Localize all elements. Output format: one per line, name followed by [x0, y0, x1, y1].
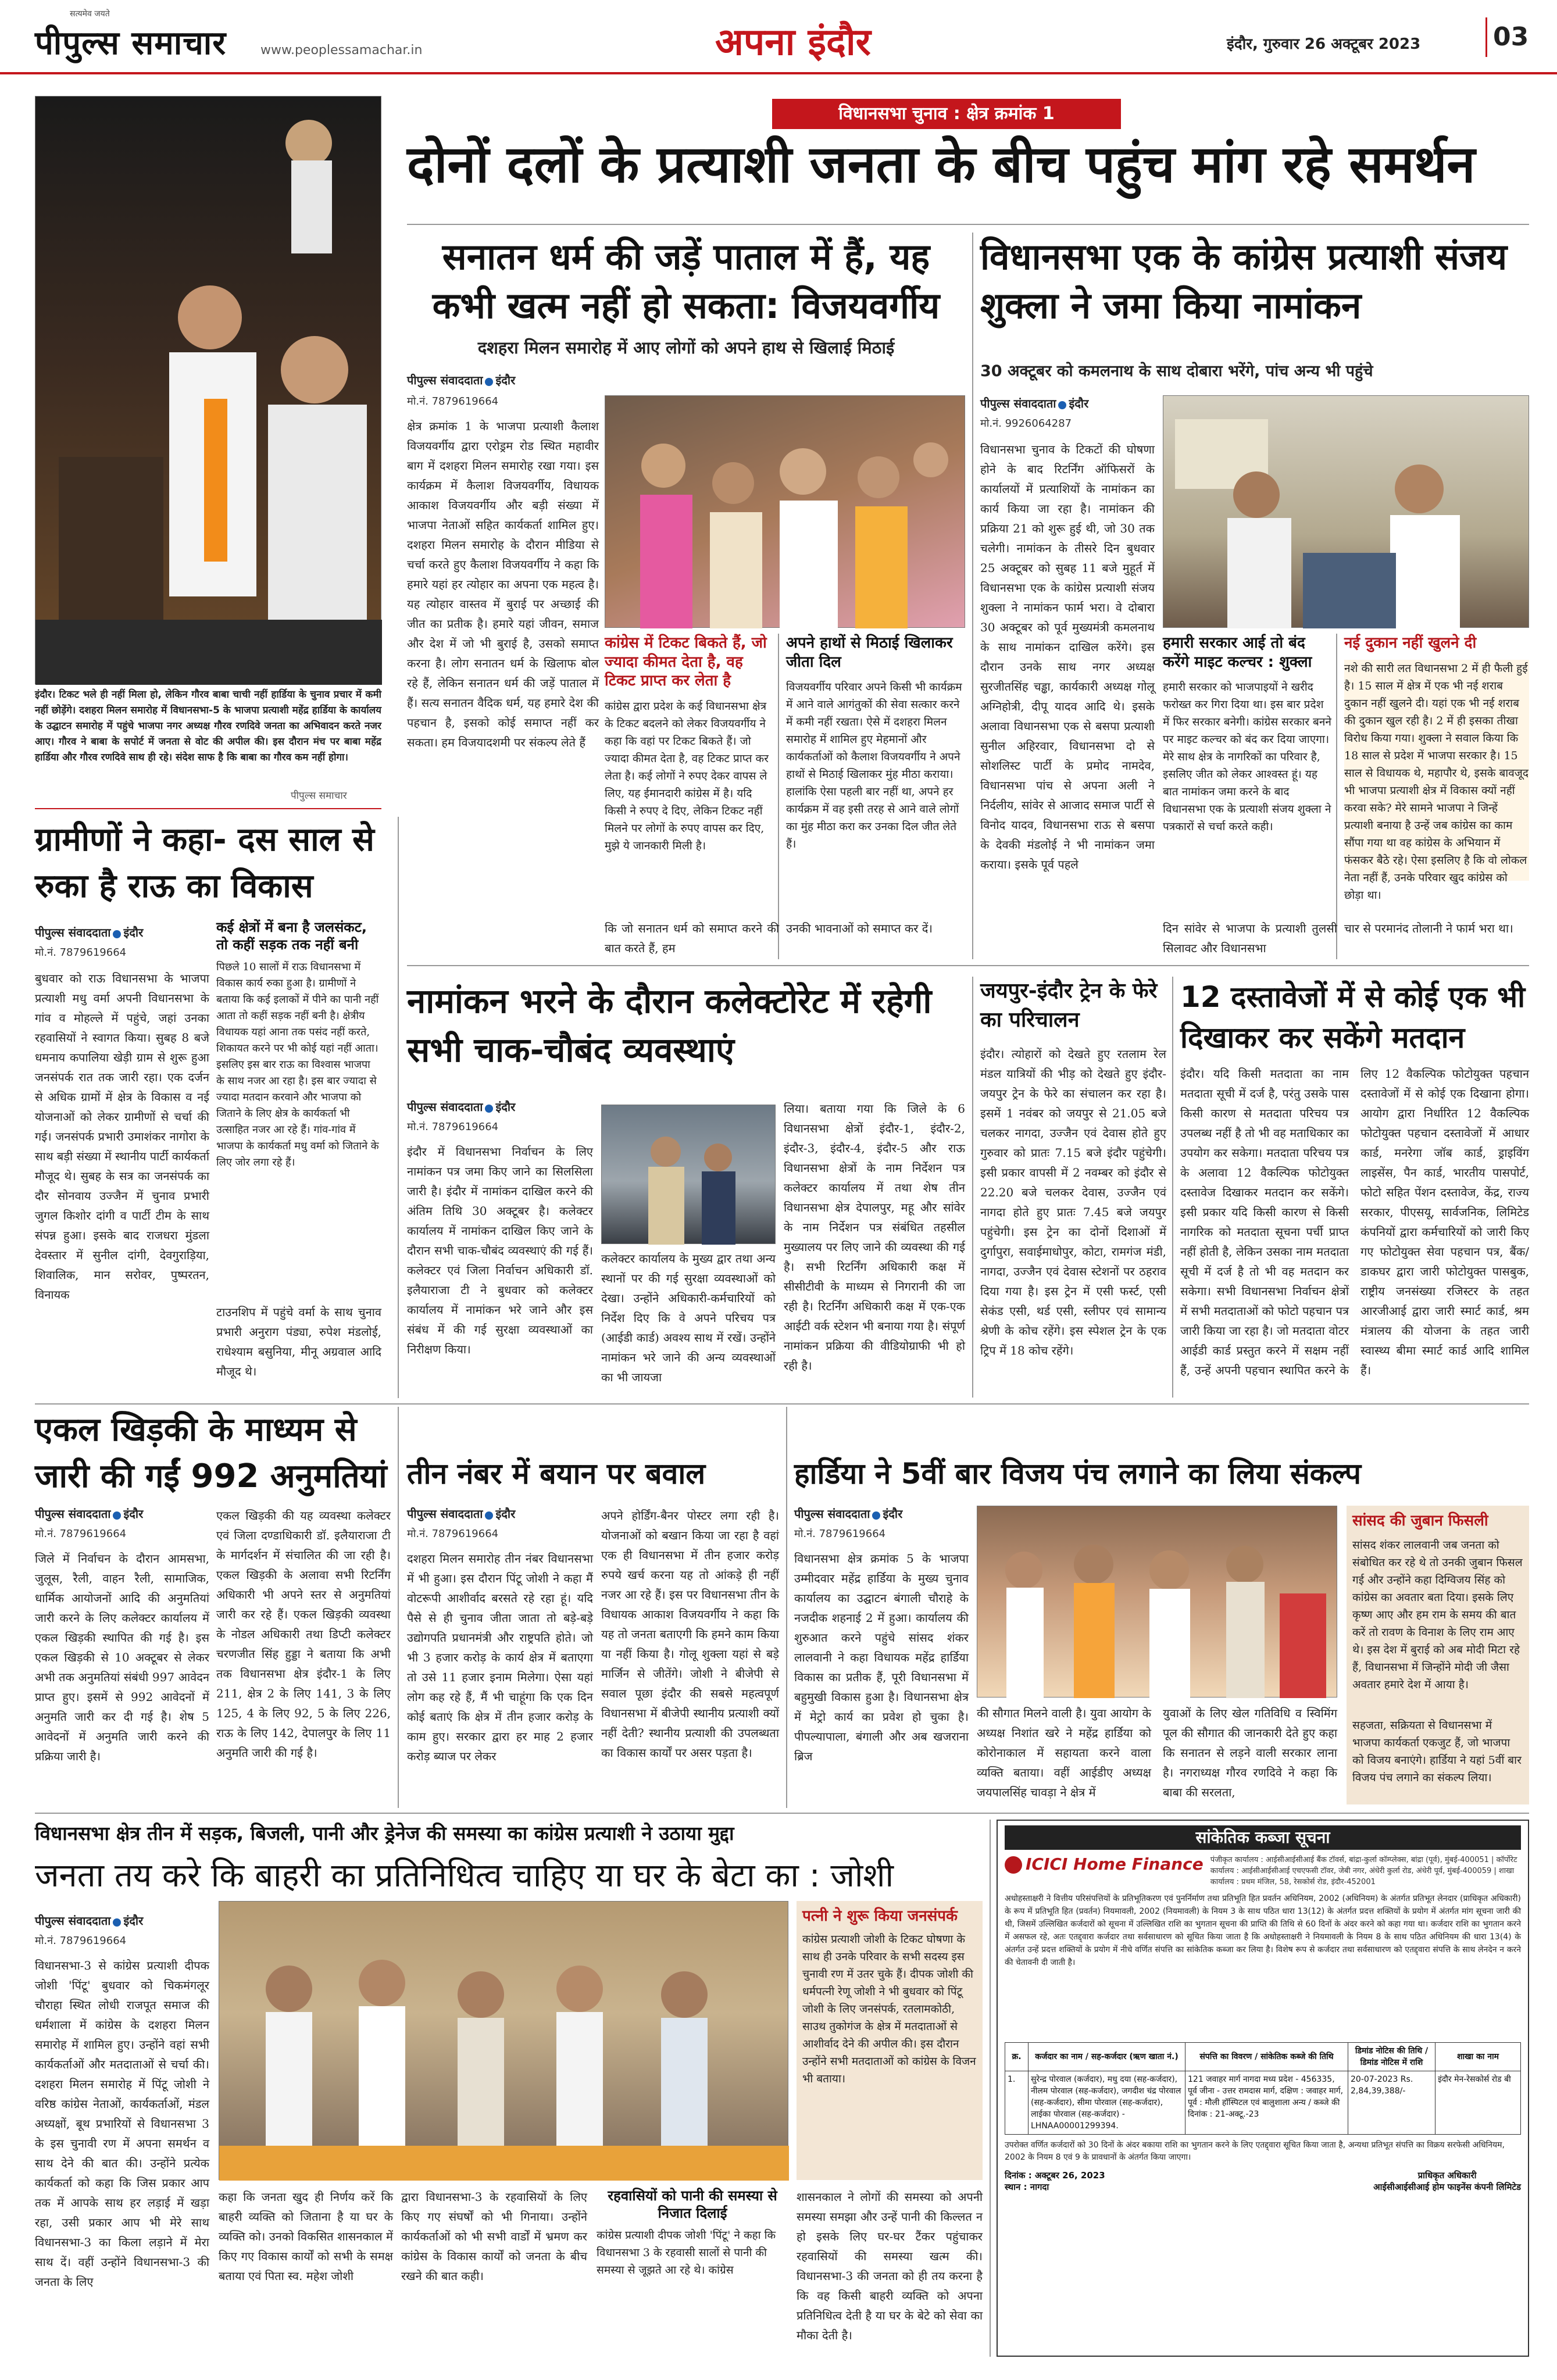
story1-photo — [605, 395, 965, 628]
box-text: हमारी सरकार को भाजपाइयों ने खरीद फरोख्त कर गिरा दिया था। इस बार प्रदेश में फिर सरकार बनेगी। कांग्रेस सरकार बनने पर माइट कल्चर को बंद कर दिया जाएगा। मेरे साथ क्षेत्र के नागरिकों का परिवार है, इसलिए जीत को लेकर आश्वस्त हूं। यह बात नामांकन जमा करने के बाद विधानसभा एक के प्रत्याशी संजय शुक्ला ने पत्रकारों से चर्चा करते कही। — [1163, 681, 1331, 833]
story10-box3: शासनकाल ने लोगों की समस्या को अपनी समस्या समझा और उन्हें पानी की किल्लत न हो इसके लिए घर-घर टैंकर पहुंचाकर रहवासियों की समस्या खत्म की। विधानसभा-3 की जनता को ही तय करना है कि वह किसी बाहरी व्यक्ति को अपना प्रतिनिधित्व देती है या घर के बेटे को सेवा का मौका देती है। — [797, 2190, 983, 2342]
story10-caption: कहा कि जनता खुद ही निर्णय करें कि बाहरी व्यक्ति को जिताना है या घर के व्यक्ति को। उनको विकसित शासनकाल में किए गए विकास कार्यों को सभी के समक्ष बताया एवं पिता स्व. महेश जोशी — [219, 2190, 393, 2283]
byline-place: इंदौर — [495, 373, 516, 387]
story2-byline — [980, 395, 1155, 411]
story10-photo — [219, 1901, 788, 2180]
election-tag: विधानसभा चुनाव : क्षेत्र क्रमांक 1 — [772, 99, 1121, 129]
table-header: डिमांड नोटिस की तिथि / डिमांड नोटिस में राशि — [1348, 2043, 1435, 2071]
paper-name: पीपुल्स समाचार — [35, 24, 227, 62]
box-text: कांग्रेस प्रत्याशी जोशी के टिकट घोषणा के साथ ही उनके परिवार के सभी सदस्य इस चुनावी रण में उतर चुके हैं। दीपक जोशी की धर्मपत्नी रेणू जोशी ने भी बुधवार को पिंटू जोशी के लिए जनसंपर्क, रतलामकोठी, साउथ तुकोगंज के क्षेत्र में मतदाताओं से आशीर्वाद देने की अपील की। इस दौरान उन्होंने सभी मतदाताओं को कांग्रेस के विजन भी बताया। — [802, 1932, 976, 2085]
box-text: कांग्रेस प्रत्याशी दीपक जोशी 'पिंटू' ने कहा कि विधानसभा 3 के रहवासी सालों से पानी की समस्या से जूझते आ रहे थे। कांग्रेस — [597, 2229, 776, 2277]
story10-box2 — [597, 2187, 788, 2357]
issue-date: इंदौर, गुरुवार 26 अक्टूबर 2023 — [1227, 35, 1421, 53]
notice-dateplace — [1005, 2170, 1105, 2193]
box-title: हमारी सरकार आई तो बंद करेंगे माइट कल्चर : शुक्ला — [1163, 634, 1312, 671]
paper-url[interactable]: www.peoplessamachar.in — [260, 43, 423, 58]
table-cell: 20-07-2023 Rs. 2,84,39,388/- — [1348, 2071, 1435, 2135]
byline-text: पीपुल्स संवाददाता — [35, 925, 111, 939]
table-cell: सुरेन्द्र पोरवाल (कर्जदार), मधु दया (सह-कर्जदार), नीलम पोरवाल (सह-कर्जदार), जगदीश चंद्र पोरवाल (सह-कर्जदार), सीमा पोरवाल (सह-कर्जदार), लाईका पोरवाल (सह-कर्जदार) - LHNAA00001299394. — [1029, 2071, 1185, 2135]
story3-body: बुधवार को राऊ विधानसभा के भाजपा प्रत्याशी मधु वर्मा अपनी विधानसभा के गांव व मोहल्ले में पहुंचे, जहां उनका रहवासियों ने स्वागत किया। सुबह 8 बजे धमनाय कपालिया खेड़ी ग्राम से शुरू हुआ जनसंपर्क रात तक जारी रहा। एक दर्जन से अधिक ग्रामों में क्षेत्र के विकास व नई योजनाओं को लेकर ग्रामीणों से चर्चा की गई। जनसंपर्क प्रभारी उमाशंकर नागोरा के साथ बड़ी संख्या में स्थानीय पार्टी कार्यकर्ता मौजूद थे। सुबह के सत्र का जनसंपर्क का दौर सोनवाय उज्जैन में चुनाव प्रभारी जुगल किशोर दांगी व पार्टी टीम के साथ संपन्न हुआ। इसके बाद राजधरा मुंडला देवस्तार में सुनील दांगी, देवगुराड़िया, शिवालिक, मान सरोवर, पुष्परतन, विनायक — [35, 971, 209, 1302]
office-illustration — [1163, 396, 1530, 628]
story10-byline — [35, 1913, 221, 1928]
story2-tail2: चार से परमानंद तोलानी ने फार्म भरा था। — [1344, 921, 1513, 935]
bullet-icon — [113, 1918, 121, 1927]
main-headline: दोनों दलों के प्रत्याशी जनता के बीच पहुंच मांग रहे समर्थन — [407, 134, 1476, 194]
story5-body: इंदौर। त्योहारों को देखते हुए रतलाम रेल मंडल यात्रियों की भीड़ को देखते हुए इंदौर-जयपुर ट्रेन के फेरे का संचालन कर रहा है। इसमें 1 नवंबर को जयपुर से 21.05 बजे चलकर नागदा, उज्जैन एवं देवास होते हुए गुरुवार को प्रातः 7.15 बजे इंदौर पहुंचेगी। इसी प्रकार वापसी में 2 नवम्बर को इंदौर से 22.20 बजे चलकर देवास, उज्जैन एवं नागदा होते हुए प्रातः 7.45 बजे जयपुर पहुंचेगी। इस ट्रेन का दोनों दिशाओं में दुर्गापुरा, सवाईमाधोपुर, कोटा, रामगंज मंडी, नागदा, उज्जैन एवं देवास स्टेशनों पर ठहराव दिया गया है। इस ट्रेन में एसी फर्स्ट, एसी सेकंड एसी, थर्ड एसी, स्लीपर एवं सामान्य श्रेणी के कोच रहेंगे। इस स्पेशल ट्रेन के एक ट्रिप में 18 कोच रहेंगे। — [980, 1047, 1166, 1357]
notice-header — [1005, 1854, 1521, 1888]
notice-footer: उपरोक्त वर्णित कर्जदारों को 30 दिनों के अंदर बकाया राशि का भुगतान करने के लिए एतद्द्वारा सूचित किया जाता है, अन्यथा प्रतिभूत संपत्ति का विक्रय सरफेसी अधिनियम, 2002 के नियम 8 एवं 9 के प्रावधानों के अंतर्गत किया जाएगा। — [1005, 2140, 1505, 2162]
bullet-icon — [113, 930, 121, 938]
story1-headline: सनातन धर्म की जड़ें पाताल में हैं, यह कभी खत्म नहीं हो सकता: विजयवर्गीय — [432, 235, 940, 327]
story10-caption2: द्वारा विधानसभा-3 के रहवासियों के लिए किए गए संघर्षों को भी गिनाया। उन्होंने कार्यकर्ताओं को भी सभी वार्डों में भ्रमण कर कांग्रेस के विकास कार्यों को जनता के बीच रखने की बात कही। — [401, 2190, 587, 2283]
story1-tail1: कि जो सनातन धर्म को समाप्त करने की बात करते हैं, हम — [605, 921, 779, 955]
story1-byline — [407, 372, 599, 388]
byline-place: इंदौर — [123, 925, 144, 939]
story4-headline: नामांकन भरने के दौरान कलेक्टोरेट में रहेगी सभी चाक-चौबंद व्यवस्थाएं — [407, 981, 932, 1070]
box-title: नई दुकान नहीं खुलने दी — [1344, 634, 1477, 652]
photo-credit: पीपुल्स समाचार — [291, 790, 347, 802]
bullet-icon — [872, 1511, 880, 1520]
bullet-icon — [485, 1105, 493, 1113]
story9-box — [1347, 1506, 1529, 1804]
story2-subhead: 30 अक्टूबर को कमलनाथ के साथ दोबारा भरेंगे, पांच अन्य भी पहुंचे — [980, 362, 1373, 380]
story2-box2 — [1344, 634, 1529, 959]
story4-body: इंदौर में विधानसभा निर्वाचन के लिए नामांकन पत्र जमा किए जाने का सिलसिला जारी है। इंदौर में नामांकन दाखिल करने की अंतिम तिथि 30 अक्टूबर है। कलेक्टर कार्यालय में नामांकन दाखिल किए जाने के दौरान सभी चाक-चौबंद व्यवस्थाएं की गई हैं। कलेक्टर एवं जिला निर्वाचन अधिकारी डॉ. इलैयाराजा टी ने बुधवार को कलेक्टर कार्यालय में नामांकन भरे जाने और इस संबंध में की गई सुरक्षा व्यवस्थाओं का निरीक्षण किया। — [407, 1145, 593, 1356]
story10-mobile: मो.नं. 7879619664 — [35, 1935, 127, 1947]
story9-body2: की सौगात मिलने वाली है। युवा आयोग के अध्यक्ष निशांत खरे ने महेंद्र हार्डिया को कोरोनाकाल में सहायता करने वाला व्यक्ति बताया। वहीं आईडीए अध्यक्ष जयपालसिंह चावड़ा ने क्षेत्र में — [977, 1706, 1151, 1799]
story7-body2: एकल खिड़की की यह व्यवस्था कलेक्टर एवं जिला दण्डाधिकारी डॉ. इलैयाराजा टी के मार्गदर्शन में संचालित की जा रही है। एकल खिड़की के अलावा सभी रिटर्निंग अधिकारी भी अपने स्तर से अनुमतियां जारी कर रहे हैं। एकल खिड़की व्यवस्था के नोडल अधिकारी तथा डिप्टी कलेक्टर चरणजीत सिंह हुड्डा ने बताया कि अभी तक विधानसभा क्षेत्र इंदौर-1 के लिए 211, क्षेत्र 2 के लिए 141, 3 के लिए 125, 4 के लिए 92, 5 के लिए 226, राऊ के लिए 142, देपालपुर के लिए 11 अनुमति जारी की गई है। — [216, 1509, 391, 1760]
notice-table — [1005, 2042, 1521, 2135]
story2-box1 — [1163, 634, 1337, 959]
story3-box — [216, 919, 381, 1291]
table-header: शाखा का नाम — [1435, 2043, 1521, 2071]
meeting-illustration — [219, 1902, 789, 2181]
byline-text: पीपुल्स संवाददाता — [794, 1507, 870, 1521]
byline-place: इंदौर — [1069, 396, 1089, 410]
story8-byline — [407, 1506, 581, 1521]
notice-title: सांकेतिक कब्जा सूचना — [1005, 1825, 1521, 1850]
icici-logo — [1005, 1854, 1210, 1874]
story3-byline — [35, 924, 227, 940]
story10-box1 — [797, 1901, 983, 2180]
lead-photo — [35, 96, 381, 684]
story6-body: इंदौर। यदि किसी मतदाता का नाम मतदाता सूची में दर्ज है, परंतु उसके पास किसी कारण से मतदाता परिचय पत्र उपलब्ध नहीं है तो भी वह मताधिकार का उपयोग कर सकेगा। मतदाता परिचय पत्र के अलावा 12 वैकल्पिक फोटोयुक्त दस्तावेज दिखाकर मतदान कर सकेंगे। इसी प्रकार यदि किसी कारण से किसी नागरिक को मतदाता सूचना पर्ची प्राप्त नहीं होती है, लेकिन उसका नाम मतदाता सूची में दर्ज है तो भी वह मतदान कर सकेगा। सभी विधानसभा निर्वाचन क्षेत्रों में सभी मतदाताओं को फोटो पहचान पत्र जारी किया जा रहा है। जो मतदाता वोटर आईडी कार्ड प्रस्तुत करने में सक्षम नहीं हैं, उन्हें अपनी पहचान स्थापित करने के लिए 12 वैकल्पिक फोटोयुक्त पहचान दस्तावेजों में से कोई एक दिखाना होगा। आयोग द्वारा निर्धारित 12 वैकल्पिक फोटोयुक्त पहचान दस्तावेजों में आधार कार्ड, मनरेगा जॉब कार्ड, ड्राइविंग लाइसेंस, पैन कार्ड, भारतीय पासपोर्ट, फोटो सहित पेंशन दस्तावेज, केंद्र, राज्य सरकार, पीएसयू, सार्वजनिक, लिमिटेड कंपनियों द्वारा कर्मचारियों को जारी किए गए फोटोयुक्त सेवा पहचान पत्र, बैंक/डाकघर द्वारा जारी फोटोयुक्त पासबुक, राष्ट्रीय जनसंख्या रजिस्टर के तहत आरजीआई द्वारा जारी स्मार्ट कार्ड, श्रम मंत्रालय की योजना के तहत जारी स्वास्थ्य बीमा स्मार्ट कार्ड आदि शामिल हैं। — [1180, 1067, 1529, 1377]
inauguration-illustration — [977, 1506, 1338, 1698]
table-cell: इंदौर मेन-रेसकोर्स रोड बी — [1435, 2071, 1521, 2135]
box-title: रहवासियों को पानी की समस्या से निजात दिलाई — [608, 2188, 777, 2221]
story7-byline — [35, 1506, 209, 1521]
story2-headline: विधानसभा एक के कांग्रेस प्रत्याशी संजय शुक्ला ने जमा किया नामांकन — [980, 235, 1508, 327]
bullet-icon — [113, 1511, 121, 1520]
officials-illustration — [602, 1105, 776, 1245]
box-text: पिछले 10 सालों में राऊ विधानसभा में विकास कार्य रुका हुआ है। ग्रामीणों ने बताया कि कई इलाकों में पीने का पानी नहीं आता तो कहीं सड़क नहीं बनी है। क्षेत्रीय विधायक यहां आना तक पसंद नहीं करते, शिकायत करने पर भी कोई यहां नहीं आता। इसलिए इस बार राऊ का विश्वास भाजपा के साथ नजर आ रहा है। इस बार ज्यादा से ज्यादा मतदान करवाने और भाजपा को जिताने के लिए क्षेत्र के कार्यकर्ता भी उत्साहित नजर आ रहे हैं। गांव-गांव में भाजपा के कार्यकर्ता मधु वर्मा को जिताने के लिए जोर लगा रहे हैं। — [216, 961, 379, 1168]
legal-notice — [997, 1820, 1529, 2357]
story4-byline — [407, 1099, 599, 1114]
notice-signoff — [1005, 2170, 1521, 2193]
byline-text: पीपुल्स संवाददाता — [980, 396, 1056, 410]
story1-tail2: उनकी भावनाओं को समाप्त कर दें। — [786, 921, 933, 935]
box-text-2: सहजता, सक्रियता से विधानसभा में भाजपा कार्यकर्ता एकजुट हैं, जो भाजपा को विजय बनाएंगे। हार्डिया ने यहां 5वीं बार विजय पंच लगाने का संकल्प लिया। — [1352, 1718, 1522, 1784]
byline-place: इंदौर — [495, 1100, 516, 1114]
story7-headline: एकल खिड़की के माध्यम से जारी की गईं 992 अनुमतियां — [35, 1411, 387, 1495]
byline-place: इंदौर — [123, 1507, 144, 1521]
byline-text: पीपुल्स संवाददाता — [407, 1507, 483, 1521]
box-title: पत्नी ने शुरू किया जनसंपर्क — [802, 1907, 958, 1925]
story4-photo — [601, 1105, 776, 1244]
masthead — [0, 0, 1557, 74]
box-text: सांसद शंकर लालवानी जब जनता को संबोधित कर रहे थे तो उनकी जुबान फिसल गई और उन्होंने कहा दिग्विजय सिंह को कांग्रेस का अवतार बता दिया। इसके लिए कृष्ण आए और हम राम के समय की बात करें तो रावण के विनाश के लिए राम आए थे। इस देश में बुराई को अब मोदी मिटा रहे हैं, विधानसभा में जिन्होंने मोदी जी जैसा अवतार हमारे देश में आया है। — [1352, 1538, 1523, 1691]
table-header: संपत्ति का विवरण / सांकेतिक कब्जे की तिथि — [1185, 2043, 1348, 2071]
story3-headline: ग्रामीणों ने कहा- दस साल से रुका है राऊ का विकास — [35, 821, 374, 905]
bullet-icon — [485, 1511, 493, 1520]
byline-text: पीपुल्स संवाददाता — [407, 373, 483, 387]
story1-subhead: दशहरा मिलन समारोह में आए लोगों को अपने हाथ से खिलाई मिठाई — [477, 338, 895, 358]
table-header: कर्जदार का नाम / सह-कर्जदार (ऋण खाता नं.) — [1029, 2043, 1185, 2071]
box-title: सांसद की जुबान फिसली — [1352, 1512, 1488, 1530]
story3-tail: टाउनशिप में पहुंचे वर्मा के साथ चुनाव प्रभारी अनुराग पंड्या, रुपेश मंडलोई, राधेश्याम बसुनिया, मीनू अग्रवाल आदि मौजूद थे। — [216, 1305, 381, 1378]
story10-quote: जनता तय करे कि बाहरी का प्रतिनिधित्व चाहिए या घर के बेटा का : जोशी — [35, 1857, 894, 1895]
box-title: अपने हाथों से मिठाई खिलाकर जीता दिल — [786, 634, 953, 671]
byline-text: पीपुल्स संवाददाता — [35, 1914, 111, 1928]
section-title: अपना इंदौर — [715, 21, 871, 64]
story9-body3: युवाओं के लिए खेल गतिविधि व स्विमिंग पूल की सौगात की जानकारी देते हुए कहा कि सनातन से लड़ने वाली सरकार लाना है। नगराध्यक्ष गौरव रणदिवे ने कहा कि बाबा की सरलता, — [1163, 1706, 1337, 1799]
story7-body: जिले में निर्वाचन के दौरान आमसभा, जुलूस, रैली, वाहन रैली, सामाजिक, धार्मिक आयोजनों आदि की अनुमतियां जारी करने के लिए कलेक्टर कार्यालय में एकल खिड़की स्थापित की गई है। इस एकल खिड़की से 10 अक्टूबर से लेकर अभी तक अनुमतियां संबंधी 997 आवेदन प्राप्त हुए। इसमें से 992 आवेदनों में अनुमति जारी कर दी गई है। शेष 5 आवेदनों में अनुमति जारी करने की प्रक्रिया जारी है। — [35, 1552, 209, 1763]
story10-body: विधानसभा-3 से कांग्रेस प्रत्याशी दीपक जोशी 'पिंटू' बुधवार को चिकमंगलूर चौराहा स्थित लोधी राजपूत समाज की धर्मशाला में कांग्रेस के दशहरा मिलन समारोह में शामिल हुए। उन्होंने वहां सभी कार्यकर्ताओं और मतदाताओं से चर्चा की। दशहरा मिलन समारोह में पिंटू जोशी ने वरिष्ठ कांग्रेस नेताओं, कार्यकर्ताओं, मंडल अध्यक्षों, बूथ प्रभारियों से विधानसभा 3 के इस चुनावी रण में अपना समर्थन व साथ देने की बात की। उन्होंने प्रत्येक कार्यकर्ता को कहा कि जिस प्रकार आप तक में आपके साथ हर लड़ाई में खड़ा रहा, उसी प्रकार आप भी मेरे साथ विधानसभा-3 का किला लड़ाने में मेरा साथ दें। वहीं उन्होंने विधानसभा-3 की जनता के लिए — [35, 1959, 209, 2289]
page-number: 03 — [1485, 17, 1530, 57]
box-text: विजयवर्गीय परिवार अपने किसी भी कार्यक्रम में आने वाले आगंतुकों की सेवा सत्कार करने में कमी नहीं रखता। ऐसे में दशहरा मिलन समारोह में शामिल हुए मेहमानों और कार्यकर्ताओं को कैलाश विजयवर्गीय ने अपने हाथों से मिठाई खिलाकर मुंह मीठा कराया। हालांकि ऐसा पहली बार नहीं था, अपने हर कार्यक्रम में वह इसी तरह से आने वाले लोगों का मुंह मीठा करा कर उनका दिल जीत लेते हैं। — [786, 681, 962, 850]
byline-text: पीपुल्स संवाददाता — [35, 1507, 111, 1521]
byline-place: इंदौर — [495, 1507, 516, 1521]
table-cell: 121 जवाहर मार्ग नागदा मध्य प्रदेश - 456335, पूर्व जीना - उत्तर रामदास मार्ग, दक्षिण : जवाहर मार्ग, पूर्व : मौली हॉस्पिटल एवं बालुशाला अन्य / कब्जे की दिनांक : 21-अक्टू.-23 — [1185, 2071, 1348, 2135]
lead-photo-caption: इंदौर। टिकट भले ही नहीं मिला हो, लेकिन गौरव बाबा चाची नहीं हार्डिया के चुनाव प्रचार में कमी नहीं छोड़ेंगे। दशहरा मिलन समारोह में विधानसभा-5 के भाजपा प्रत्याशी महेंद्र हार्डिया के कार्यालय के उद्घाटन समारोह में पहुंचे भाजपा नगर अध्यक्ष गौरव रणदिवे जनता का अभिवादन करते नजर आए। गौरव ने बाबा के सपोर्ट में जनता से वोट की अपील की। इस दौरान मंच पर बाबा महेंद्र हार्डिया और गौरव रणदिवे साथ ही रहे। संदेश साफ है कि बाबा का गौरव कम नहीं होगा। — [35, 689, 381, 763]
icici-logo-icon — [1005, 1856, 1022, 1874]
notice-signatory: प्राधिकृत अधिकारी — [1417, 2170, 1477, 2181]
story6-headline: 12 दस्तावेजों में से कोई एक भी दिखाकर कर सकेंगे मतदान — [1180, 980, 1526, 1055]
story1-mobile: मो.नं. 7879619664 — [407, 395, 499, 408]
notice-signatory-company: आईसीआईसीआई होम फाइनेंस कंपनी लिमिटेड — [1373, 2182, 1521, 2192]
story8-body2: अपने होर्डिंग-बैनर पोस्टर लगा रही है। योजनाओं को बखान किया जा रहा है वहां एक ही विधानसभा में तीन हजार करोड़ रुपये खर्च करना यह तो आंकड़े ही नहीं नजर आ रहे हैं। इस पर विधानसभा तीन के विधायक आकाश विजयवर्गीय ने कहा कि यह तो जनता बताएगी कि हमने काम किया या नहीं किया है। गोलू शुक्ला यहां से बड़े मार्जिन से जीतेंगे। जोशी ने बीजेपी से सवाल पूछा इंदौर की सबसे महत्वपूर्ण विधानसभा में बीजेपी स्थानीय प्रत्याशी क्यों नहीं देती? स्थानीय प्रत्याशी की उपलब्धता का विकास कार्यों पर असर पड़ता है। — [601, 1509, 779, 1760]
story7-mobile: मो.नं. 7879619664 — [35, 1528, 127, 1540]
story3-mobile: मो.नं. 7879619664 — [35, 946, 127, 959]
box-title: कांग्रेस में टिकट बिकते हैं, जो ज्यादा कीमत देता है, वह टिकट प्राप्त कर लेता है — [605, 634, 767, 689]
story2-photo — [1163, 395, 1529, 628]
story9-headline: हार्डिया ने 5वीं बार विजय पंच लगाने का लिया संकल्प — [794, 1457, 1362, 1491]
byline-text: पीपुल्स संवाददाता — [407, 1100, 483, 1114]
story8-headline: तीन नंबर में बयान पर बवाल — [407, 1457, 706, 1491]
bullet-icon — [1058, 401, 1066, 409]
story9-photo — [977, 1506, 1337, 1698]
story1-box1 — [605, 634, 779, 959]
story4-body2: लिया। बताया गया कि जिले के 6 विधानसभा क्षेत्रों इंदौर-1, इंदौर-2, इंदौर-3, इंदौर-4, इंदौर-5 और राऊ विधानसभा क्षेत्रों के नाम निर्देशन पत्र कलेक्टर कार्यालय में तथा शेष तीन विधानसभा क्षेत्र देपालपुर, महू और सांवेर के नाम निर्देशन पत्र संबंधित तहसील मुख्यालय पर लिए जाने की व्यवस्था की गई है। सभी रिटर्निंग अधिकारी कक्ष में सीसीटीवी के माध्यम से निगरानी की जा रही है। रिटर्निंग अधिकारी कक्ष में एक-एक आईटी वर्क स्टेशन भी बनाया गया है। संपूर्ण नामांकन प्रक्रिया की वीडियोग्राफी भी हो रही है। — [784, 1102, 965, 1373]
box-text: कांग्रेस द्वारा प्रदेश के कई विधानसभा क्षेत्र के टिकट बदलने को लेकर विजयवर्गीय ने कहा कि वहां पर टिकट बिकते हैं। जो ज्यादा कीमत देता है, वह टिकट प्राप्त कर लेता है। कई लोगों ने रुपए देकर वापस ले लिए, यह ईमानदारी कांग्रेस में है। यदि किसी ने रुपए दे दिए, लेकिन टिकट नहीं मिलने पर लोगों के रुपए वापस कर दिए, मुझे ये जानकारी मिली है। — [605, 699, 769, 852]
story8-mobile: मो.नं. 7879619664 — [407, 1528, 499, 1540]
story1-box2 — [786, 634, 965, 959]
notice-sign — [1373, 2170, 1521, 2193]
notice-body: अधोहस्ताक्षरी ने वित्तीय परिसंपत्तियों के प्रतिभूतिकरण एवं पुनर्निर्माण तथा प्रतिभूति हित प्रवर्तन अधिनियम, 2002 (अधिनियम) के अंतर्गत प्रतिभूत लेनदार (प्राधिकृत अधिकारी) के रूप में प्रतिभूति हित (प्रवर्तन) नियमावली, 2002 (नियमावली) के नियम 3 के साथ पठित धारा 13(12) के अंतर्गत प्रदत्त शक्तियों के प्रयोग में अंतर्गत मांग सूचना जारी की थी, जिसमें उल्लिखित कर्जदारों को सूचना में उल्लिखित राशि का भुगतान सूचना की प्राप्ति की तिथि से 60 दिनों के अंदर करने को कहा गया था। कर्जदार राशि का भुगतान करने में असफल रहे, अतः एतद्द्वारा कर्जदार तथा सर्वसाधारण को सूचित किया जाता है कि अधोहस्ताक्षरी ने नियमावली के नियम 8 के साथ पठित अधिनियम की धारा 13(4) के अंतर्गत उन्हें प्रदत्त शक्तियों के प्रयोग में नीचे वर्णित संपत्ति का सांकेतिक कब्जा कर लिया है। विशेष रूप से कर्जदार तथा सर्वसाधारण को एतद्द्वारा संपत्ति के साथ लेनदेन न करने की चेतावनी दी जाती है। — [1005, 1894, 1521, 1967]
box-title: कई क्षेत्रों में बना है जलसंकट, तो कहीं सड़क तक नहीं बनी — [216, 919, 367, 953]
story1-body: क्षेत्र क्रमांक 1 के भाजपा प्रत्याशी कैलाश विजयवर्गीय द्वारा एरोड्रम रोड स्थित महावीर बाग में दशहरा मिलन समारोह रखा गया। इस कार्यक्रम में कैलाश विजयवर्गीय, विधायक आकाश विजयवर्गीय और बड़ी संख्या में भाजपा नेताओं सहित कार्यकर्ता शामिल हुए। दशहरा मिलन समारोह के दौरान मीडिया से चर्चा करते हुए कैलाश विजयवर्गीय ने कहा कि हमारे यहां हर त्योहार का अपना एक महत्व है। यह त्योहार वास्तव में बुराई पर अच्छाई की जीत का प्रतीक है। हमारे यहां जीवन, समाज और देश में जो भी बुराई है, उसको समाप्त करना है। लोग सनातन धर्म के खिलाफ बोल रहे हैं, लेकिन सनातन धर्म की जड़ें पाताल में हैं। सत्य सनातन वैदिक धर्म, यह हमारे देश की पहचान है, इसको कोई समाप्त नहीं कर सकता। हम विजयादशमी पर संकल्प लेते हैं — [407, 419, 599, 749]
tagline: सत्यमेव जयते — [70, 9, 110, 19]
table-header-row — [1005, 2043, 1521, 2071]
story2-mobile: मो.नं. 9926064287 — [980, 417, 1072, 430]
story9-mobile: मो.नं. 7879619664 — [794, 1528, 886, 1540]
byline-place: इंदौर — [883, 1507, 903, 1521]
byline-place: इंदौर — [123, 1914, 144, 1928]
table-header: क्र. — [1005, 2043, 1029, 2071]
notice-place: स्थान : नागदा — [1005, 2182, 1049, 2192]
story5-headline: जयपुर-इंदौर ट्रेन के फेरे का परिचालन — [980, 979, 1158, 1032]
story4-mobile: मो.नं. 7879619664 — [407, 1121, 499, 1133]
story8-body: दशहरा मिलन समारोह तीन नंबर विधानसभा में भी हुआ। इस दौरान पिंटू जोशी ने कहा मैं वोटरूपी आशीर्वाद बरसते रहे रहा हूं। यदि पैसे से ही चुनाव जीता जाता तो बड़े-बड़े उद्योगपति प्रधानमंत्री और राष्ट्रपति होते। जो भी 3 हजार करोड़ के कार्य क्षेत्र में बताएगा तो उसे 11 हजार इनाम मिलेगा। ऐसा यहां लोग कह रहे हैं, मैं भी चाहूंगा कि एक दिन कोई बताएं कि क्षेत्र में तीन हजार करोड़ के काम हुए। सरकार द्वारा हर माह 2 हजार करोड़ ब्याज पर लेकर — [407, 1552, 593, 1763]
crowd-illustration — [605, 396, 966, 628]
story9-body: विधानसभा क्षेत्र क्रमांक 5 के भाजपा उम्मीदवार महेंद्र हार्डिया के मुख्य चुनाव कार्यालय का उद्घाटन बंगाली चौराहे के नजदीक शहनाई 2 में हुआ। कार्यालय की शुरुआत करने पहुंचे सांसद शंकर लालवानी ने कहा विधायक महेंद्र हार्डिया विकास का प्रतीक हैं, पूरी विधानसभा में बहुमुखी विकास हुआ है। विधानसभा क्षेत्र में मेट्रो कार्य का प्रवेश हो चुका है। पीपल्यापाला, बंगाली और अब खजराना ब्रिज — [794, 1552, 969, 1763]
box-text: नशे की सारी लत विधानसभा 2 में ही फैली हुई है। 15 साल में क्षेत्र में एक भी नई शराब दुकान नहीं खुलने दी। यहां एक भी नई शराब की दुकान खुल रही है। 2 में ही इसका तीखा विरोध किया गया। शुक्ला ने सवाल किया कि 18 साल से प्रदेश में भाजपा सरकार है। 15 साल से विधायक थे, महापौर थे, इसके बावजूद भी भाजपा प्रत्याशी क्षेत्र में विकास क्यों नहीं करवा सके? मेरे सामने भाजपा ने जिन्हें प्रत्याशी बनाया है उन्हें जब कांग्रेस का काम सौंपा गया था वह कांग्रेस के अभियान में फंसकर बैठे रहे। ऐसा इसलिए है कि वो लोकल नेता नहीं हैं, उनके परिवार खुद कांग्रेस को छोड़ा था। — [1344, 660, 1529, 881]
story2-body: विधानसभा चुनाव के टिकटों की घोषणा होने के बाद रिटर्निंग ऑफिसरों के कार्यालयों में प्रत्याशियों के नामांकन का कार्य किया जा रहा है। नामांकन की प्रक्रिया 21 को शुरू हुई थी, जो 30 तक चलेगी। नामांकन के तीसरे दिन बुधवार 25 अक्टूबर को सुबह 11 बजे मुहूर्त में विधानसभा एक के कांग्रेस प्रत्याशी संजय शुक्ला ने नामांकन फार्म भरा। वे दोबारा 30 अक्टूबर को पूर्व मुख्यमंत्री कमलनाथ के साथ नामांकन दाखिल करेंगे। इस दौरान उनके साथ नगर अध्यक्ष सुरजीतसिंह चड्ढा, कार्यकारी अध्यक्ष गोलू अग्निहोत्री, दीपू यादव आदि थे। इसके अलावा विधानसभा एक से बसपा प्रत्याशी सुनील अहिरवार, विधानसभा दो से सोशलिस्ट पार्टी के प्रमोद नामदेव, विधानसभा पांच से अपना अली ने निर्दलीय, सांवेर से आजाद समाज पार्टी से विनोद यादव, विधानसभा राऊ से बसपा के देवकी मंडलोई ने भी नामांकन जमा कराया। इसके पूर्व पहले — [980, 442, 1155, 871]
table-cell: 1. — [1005, 2071, 1029, 2135]
table-row — [1005, 2071, 1521, 2135]
story4-photo-caption: कलेक्टर कार्यालय के मुख्य द्वार तथा अन्य स्थानों पर की गई सुरक्षा व्यवस्थाओं को देखा। उन्होंने अधिकारी-कर्मचारियों को निर्देश दिए कि वे अपने परिचय पत्र (आईडी कार्ड) अवश्य साथ में रखें। उन्होंने नामांकन भरे जाने की अन्य व्यवस्थाओं का भी जायजा — [601, 1252, 776, 1384]
notice-date: दिनांक : अक्टूबर 26, 2023 — [1005, 2170, 1105, 2181]
lead-photo-illustration — [35, 97, 382, 685]
story9-byline — [794, 1506, 969, 1521]
story2-tail1: दिन सांवेर से भाजपा के प्रत्याशी तुलसी सिलावट और विधानसभा — [1163, 921, 1337, 955]
bullet-icon — [485, 378, 493, 386]
company-name: ICICI Home Finance — [1026, 1854, 1204, 1874]
notice-header-text: पंजीकृत कार्यालय : आईसीआईसीआई बैंक टॉवर्स, बांद्रा-कुर्ला कॉम्प्लेक्स, बांद्रा (पूर्व), मुंबई-400051 | कॉर्पोरेट कार्यालय : आईसीआईसीआई एचएफसी टॉवर, जेबी नगर, अंधेरी कुर्ला रोड, अंधेरी पूर्व, मुंबई-400059 | शाखा कार्यालय : प्रथम मंजिल, 58, रेसकोर्स रोड, इंदौर-452001 — [1210, 1856, 1517, 1886]
story10-headline: विधानसभा क्षेत्र तीन में सड़क, बिजली, पानी और ड्रेनेज की समस्या का कांग्रेस प्रत्याशी ने उठाया मुद्दा — [35, 1822, 734, 1845]
